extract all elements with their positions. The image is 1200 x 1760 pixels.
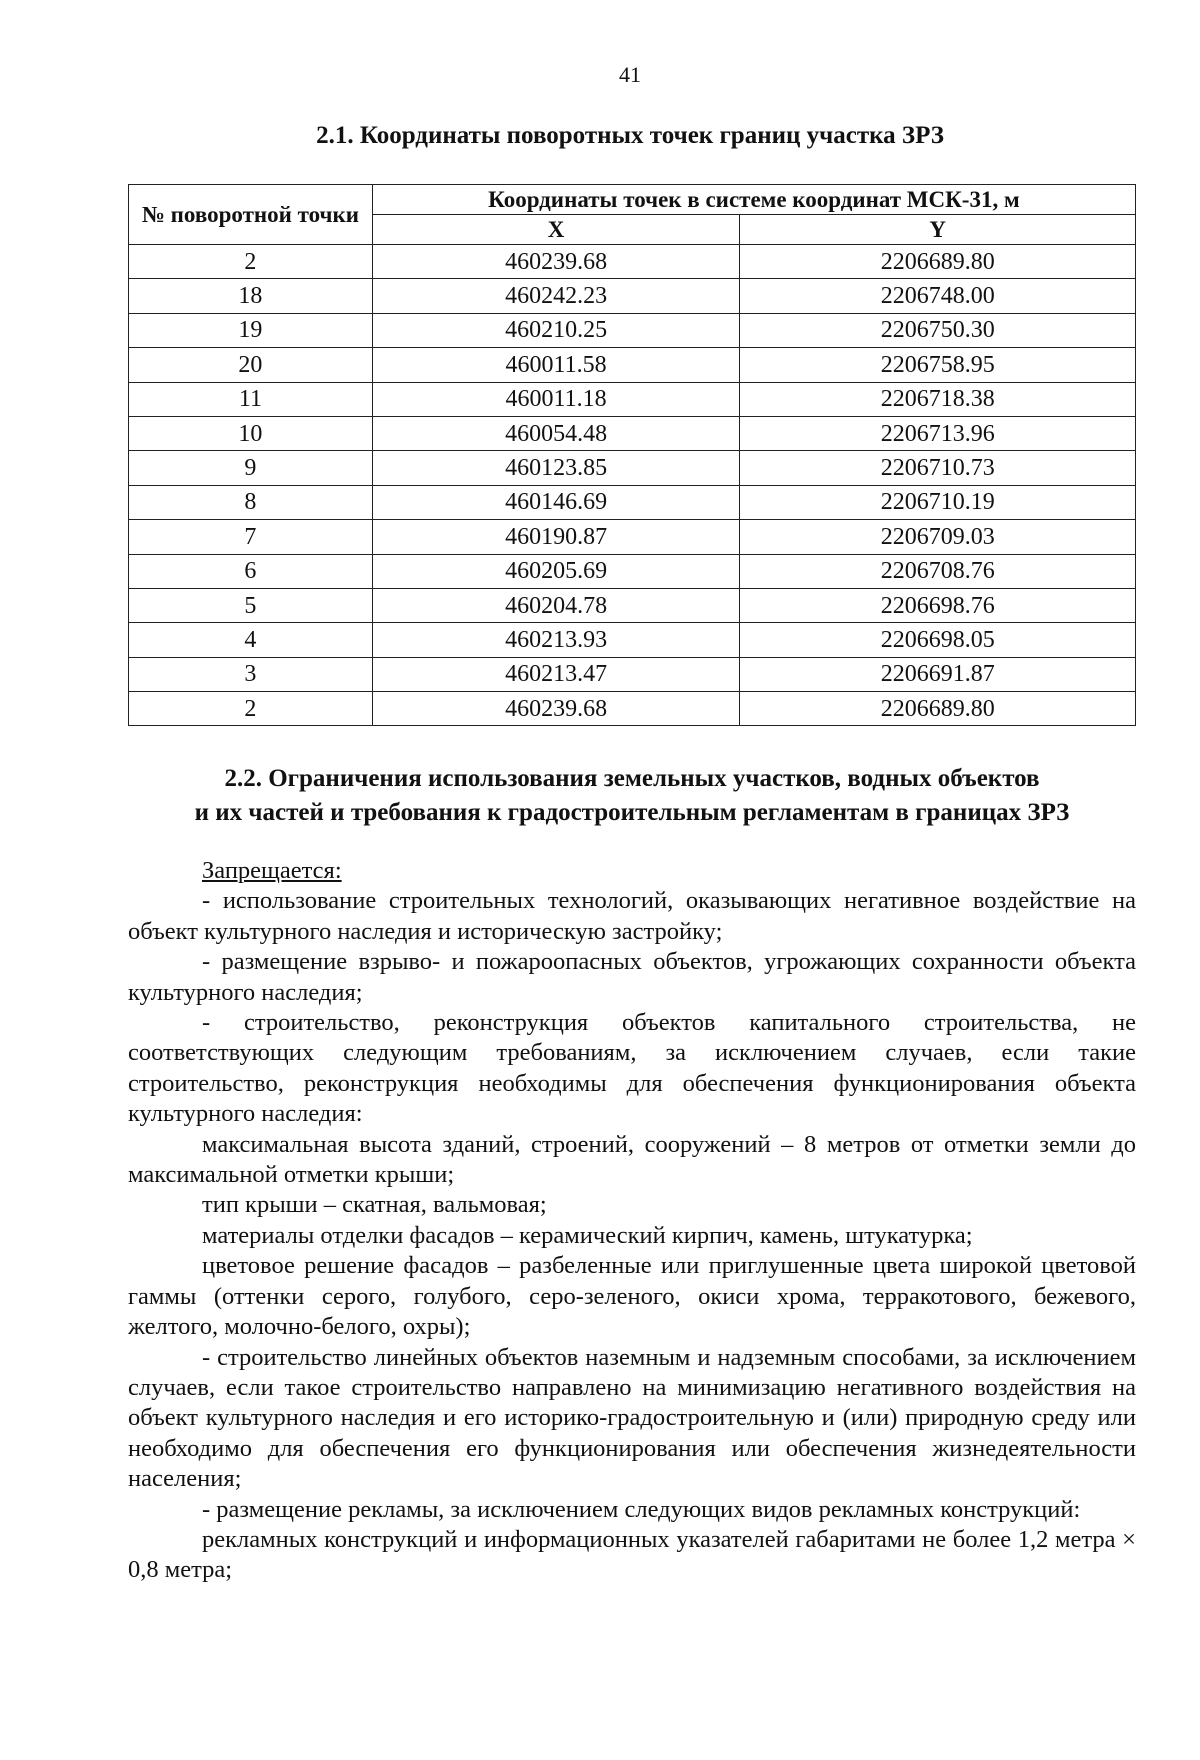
cell-num: 8 [129,485,373,519]
cell-y: 2206689.80 [740,692,1136,726]
cell-x: 460239.68 [372,245,740,279]
paragraph: материалы отделки фасадов – керамический кирпич, камень, штукатурка; [202,1221,973,1249]
cell-y: 2206710.19 [740,485,1136,519]
cell-num: 3 [129,657,373,691]
paragraph: тип крыши – скатная, вальмовая; [202,1191,547,1219]
cell-y: 2206708.76 [740,554,1136,588]
paragraph: рекламных конструкций и информационных указателей габаритами не более 1,2 метра × 0,8 метра; [128,1525,1136,1584]
section-title-restrictions-line1: 2.2. Ограничения использования земельных участков, водных объектов [224,765,1040,792]
table-row [129,279,1136,313]
table-row [129,485,1136,519]
cell-x: 460190.87 [372,520,740,554]
table-body [129,245,1136,726]
paragraph: максимальная высота зданий, строений, сооружений – 8 метров от отметки земли до максимальной отметки крыши; [128,1130,1136,1189]
header-coordinates: Координаты точек в системе координат МСК-31, м [372,185,1135,215]
cell-y: 2206709.03 [740,520,1136,554]
cell-num: 11 [129,382,373,416]
table-row [129,313,1136,347]
table-row [129,623,1136,657]
table-row [129,382,1136,416]
cell-x: 460205.69 [372,554,740,588]
cell-x: 460242.23 [372,279,740,313]
cell-y: 2206710.73 [740,451,1136,485]
cell-num: 2 [129,245,373,279]
cell-y: 2206691.87 [740,657,1136,691]
header-y: Y [740,215,1136,245]
cell-num: 9 [129,451,373,485]
cell-num: 5 [129,588,373,622]
header-point-number: № поворотной точки [129,185,373,245]
table-row [129,416,1136,450]
coordinates-table [128,184,1136,726]
paragraph: - строительство, реконструкция объектов капитального строительства, не соответствующих следующим требованиям, за исключением случаев, если такие строительство, реконструкция необходимы для обеспечения функционирования объекта культурного наследия: [128,1009,1136,1128]
cell-y: 2206750.30 [740,313,1136,347]
prohibited-label: Запрещается: [202,857,342,884]
page-number: 41 [619,62,641,87]
table-row [129,692,1136,726]
cell-num: 10 [129,416,373,450]
header-x: X [372,215,740,245]
cell-x: 460011.18 [372,382,740,416]
cell-y: 2206758.95 [740,348,1136,382]
cell-y: 2206698.76 [740,588,1136,622]
paragraph: - использование строительных технологий, оказывающих негативное воздействие на объект культурного наследия и историческую застройку; [128,887,1136,945]
paragraph: - размещение взрыво- и пожароопасных объектов, угрожающих сохранности объекта культурного наследия; [128,948,1136,1006]
cell-x: 460239.68 [372,692,740,726]
cell-y: 2206698.05 [740,623,1136,657]
cell-y: 2206713.96 [740,416,1136,450]
cell-num: 20 [129,348,373,382]
section-title-restrictions-line2: и их частей и требования к градостроительным регламентам в границах ЗРЗ [194,799,1070,826]
cell-x: 460011.58 [372,348,740,382]
cell-x: 460213.47 [372,657,740,691]
table-row [129,348,1136,382]
table-row [129,554,1136,588]
paragraph: цветовое решение фасадов – разбеленные или приглушенные цвета широкой цветовой гаммы (оттенки серого, голубого, серо-зеленого, окиси хрома, терракотового, бежевого, желтого, молочно-белого, охры); [128,1252,1136,1341]
cell-num: 2 [129,692,373,726]
restrictions-body [128,856,1136,1586]
cell-x: 460054.48 [372,416,740,450]
paragraph: - размещение рекламы, за исключением следующих видов рекламных конструкций: [202,1495,1081,1523]
cell-y: 2206718.38 [740,382,1136,416]
section-title-restrictions [128,762,1136,830]
section-title-coordinates: 2.1. Координаты поворотных точек границ участка ЗРЗ [316,122,944,149]
table-row [129,520,1136,554]
table-row [129,245,1136,279]
cell-num: 4 [129,623,373,657]
cell-x: 460213.93 [372,623,740,657]
table-row [129,451,1136,485]
table-row [129,657,1136,691]
cell-x: 460204.78 [372,588,740,622]
cell-num: 6 [129,554,373,588]
cell-num: 19 [129,313,373,347]
cell-num: 18 [129,279,373,313]
table-row [129,588,1136,622]
cell-x: 460210.25 [372,313,740,347]
cell-x: 460123.85 [372,451,740,485]
cell-num: 7 [129,520,373,554]
cell-x: 460146.69 [372,485,740,519]
table-header-row [129,185,1136,215]
cell-y: 2206748.00 [740,279,1136,313]
cell-y: 2206689.80 [740,245,1136,279]
paragraph: - строительство линейных объектов наземным и надземным способами, за исключением случаев, если такое строительство направлено на минимизацию негативного воздействия на объект культурного наследия и его историко-градостроительную и (или) природную среду или необходимо для обеспечения его функционирования или обеспечения жизнедеятельности населения; [128,1343,1136,1493]
